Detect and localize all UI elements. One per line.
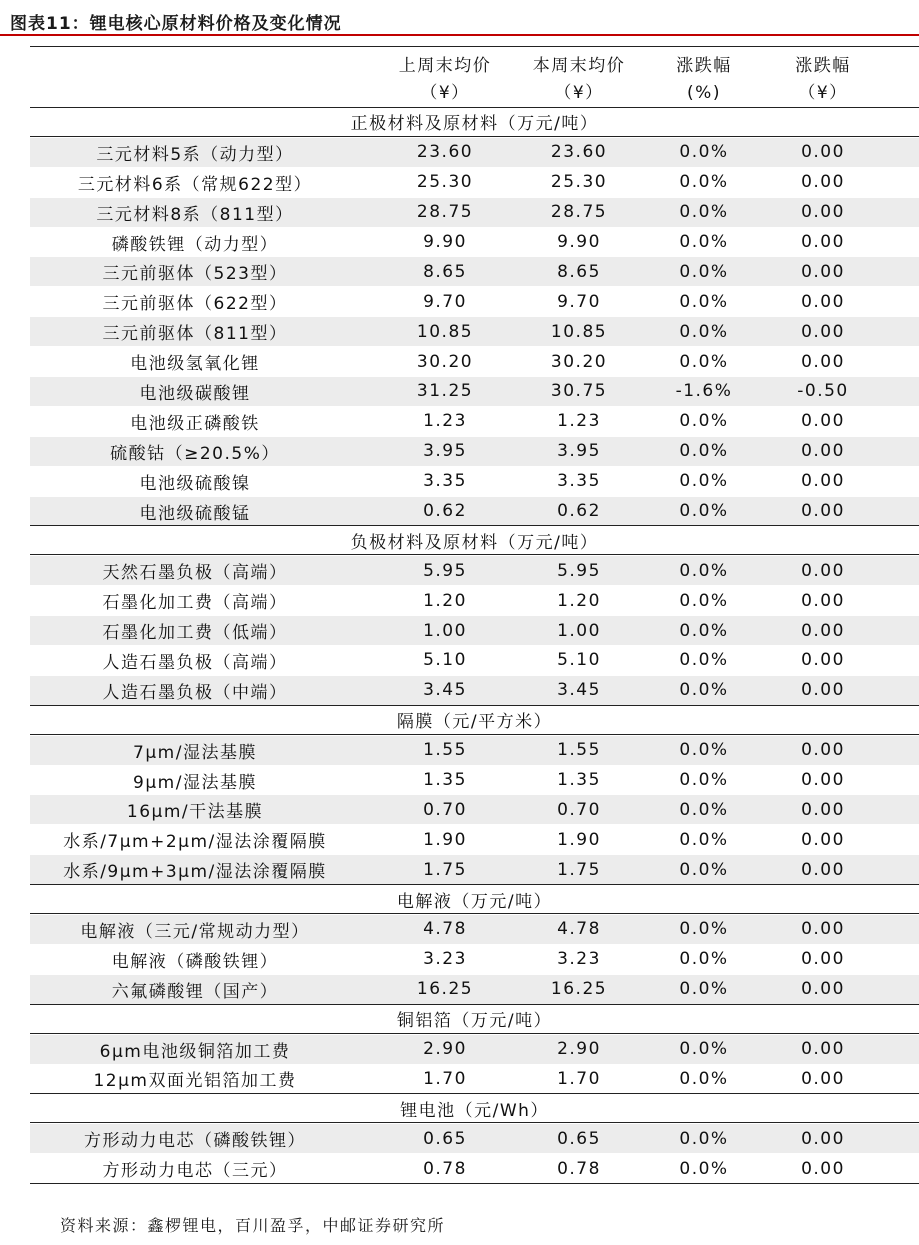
table-row	[30, 1123, 919, 1153]
change-percent: 0.0%	[679, 471, 729, 492]
change-amount: 0.00	[801, 411, 845, 432]
last-week-price: 0.78	[423, 1158, 467, 1179]
this-week-price: 1.20	[557, 590, 601, 611]
this-week-price: 1.90	[557, 829, 601, 850]
item-name: 电池级氢氧化锂	[130, 354, 260, 375]
table-row	[30, 286, 919, 316]
change-amount: 0.00	[801, 202, 845, 223]
this-week-price: 16.25	[550, 979, 608, 1000]
table-row	[30, 256, 919, 286]
this-week-price: 5.10	[557, 650, 601, 671]
this-week-price: 10.85	[550, 321, 608, 342]
item-name: 电池级硫酸镍	[139, 473, 251, 494]
this-week-price: 8.65	[557, 261, 601, 282]
item-name: 三元前驱体（811型）	[102, 324, 288, 345]
item-name: 人造石墨负极（中端）	[102, 682, 288, 703]
table-row	[30, 765, 919, 795]
this-week-price: 30.75	[550, 381, 608, 402]
last-week-price: 0.65	[423, 1128, 467, 1149]
item-name: 9μm/湿法基膜	[133, 772, 257, 793]
change-amount: 0.00	[801, 770, 845, 791]
header-change-abs: 涨跌幅 （¥）	[795, 56, 851, 103]
item-name: 6μm电池级铜箔加工费	[99, 1041, 291, 1062]
this-week-price: 1.55	[557, 740, 601, 761]
change-percent: 0.0%	[679, 261, 729, 282]
change-percent: 0.0%	[679, 351, 729, 372]
this-week-price: 3.95	[557, 441, 601, 462]
change-percent: 0.0%	[679, 799, 729, 820]
item-name: 磷酸铁锂（动力型）	[111, 234, 279, 255]
change-amount: 0.00	[801, 321, 845, 342]
last-week-price: 28.75	[416, 202, 474, 223]
item-name: 人造石墨负极（高端）	[102, 652, 288, 673]
section-header: 正极材料及原材料（万元/吨）	[30, 107, 919, 137]
change-percent: 0.0%	[679, 501, 729, 522]
figure-title: 图表11：锂电核心原材料价格及变化情况	[10, 14, 342, 34]
item-name: 电池级正磷酸铁	[130, 413, 260, 434]
table-row	[30, 675, 919, 705]
this-week-price: 3.35	[557, 471, 601, 492]
table-header	[30, 47, 919, 107]
last-week-price: 10.85	[416, 321, 474, 342]
this-week-price: 0.70	[557, 799, 601, 820]
last-week-price: 3.23	[423, 949, 467, 970]
this-week-price: 1.35	[557, 770, 601, 791]
this-week-price: 0.78	[557, 1158, 601, 1179]
change-percent: 0.0%	[679, 859, 729, 880]
table-row	[30, 496, 919, 526]
last-week-price: 9.70	[423, 291, 467, 312]
change-amount: 0.00	[801, 441, 845, 462]
change-amount: 0.00	[801, 1158, 845, 1179]
table-row	[30, 555, 919, 585]
change-amount: 0.00	[801, 1068, 845, 1089]
change-percent: -1.6%	[675, 381, 733, 402]
this-week-price: 1.00	[557, 620, 601, 641]
last-week-price: 2.90	[423, 1039, 467, 1060]
change-amount: 0.00	[801, 620, 845, 641]
change-percent: 0.0%	[679, 740, 729, 761]
change-percent: 0.0%	[679, 560, 729, 581]
table-row	[30, 944, 919, 974]
table-row	[30, 346, 919, 376]
this-week-price: 3.45	[557, 680, 601, 701]
change-amount: 0.00	[801, 471, 845, 492]
item-name: 六氟磷酸锂（国产）	[111, 981, 279, 1002]
change-amount: 0.00	[801, 979, 845, 1000]
item-name: 电解液（三元/常规动力型）	[80, 921, 310, 942]
change-percent: 0.0%	[679, 291, 729, 312]
change-amount: 0.00	[801, 590, 845, 611]
last-week-price: 25.30	[416, 172, 474, 193]
section-header: 电解液（万元/吨）	[30, 884, 919, 914]
this-week-price: 5.95	[557, 560, 601, 581]
this-week-price: 1.75	[557, 859, 601, 880]
change-percent: 0.0%	[679, 919, 729, 940]
last-week-price: 30.20	[416, 351, 474, 372]
item-name: 三元材料5系（动力型）	[96, 144, 294, 165]
item-name: 方形动力电芯（三元）	[102, 1161, 288, 1182]
table-row	[30, 197, 919, 227]
change-percent: 0.0%	[679, 172, 729, 193]
item-name: 三元前驱体（622型）	[102, 294, 288, 315]
item-name: 16μm/干法基膜	[126, 802, 264, 823]
change-amount: -0.50	[797, 381, 849, 402]
section-header: 锂电池（元/Wh）	[30, 1093, 919, 1123]
change-amount: 0.00	[801, 232, 845, 252]
change-percent: 0.0%	[679, 1158, 729, 1179]
change-percent: 0.0%	[679, 829, 729, 850]
table-row	[30, 436, 919, 466]
change-percent: 0.0%	[679, 620, 729, 641]
change-percent: 0.0%	[679, 232, 729, 252]
change-amount: 0.00	[801, 291, 845, 312]
header-change-pct: 涨跌幅 (%)	[676, 56, 732, 103]
this-week-price: 4.78	[557, 919, 601, 940]
change-amount: 0.00	[801, 949, 845, 970]
change-percent: 0.0%	[679, 411, 729, 432]
item-name: 12μm双面光铝箔加工费	[93, 1071, 297, 1092]
change-amount: 0.00	[801, 829, 845, 850]
table-row	[30, 974, 919, 1004]
item-name: 方形动力电芯（磷酸铁锂）	[84, 1131, 306, 1152]
this-week-price: 30.20	[550, 351, 608, 372]
last-week-price: 1.23	[423, 411, 467, 432]
change-percent: 0.0%	[679, 979, 729, 1000]
item-name: 水系/7μm+2μm/湿法涂覆隔膜	[63, 832, 327, 853]
this-week-price: 2.90	[557, 1039, 601, 1060]
change-amount: 0.00	[801, 919, 845, 940]
change-amount: 0.00	[801, 501, 845, 522]
last-week-price: 31.25	[416, 381, 474, 402]
last-week-price: 3.35	[423, 471, 467, 492]
header-this-week-avg: 本周末均价 （¥）	[532, 56, 626, 103]
last-week-price: 1.90	[423, 829, 467, 850]
last-week-price: 1.70	[423, 1068, 467, 1089]
header-last-week-avg: 上周末均价 （¥）	[398, 56, 492, 103]
this-week-price: 1.70	[557, 1068, 601, 1089]
table-row	[30, 585, 919, 615]
change-amount: 0.00	[801, 799, 845, 820]
table-row	[30, 735, 919, 765]
this-week-price: 28.75	[550, 202, 608, 223]
change-percent: 0.0%	[679, 770, 729, 791]
table-row	[30, 824, 919, 854]
this-week-price: 9.90	[557, 232, 601, 252]
change-amount: 0.00	[801, 650, 845, 671]
last-week-price: 1.00	[423, 620, 467, 641]
change-amount: 0.00	[801, 560, 845, 581]
change-percent: 0.0%	[679, 1068, 729, 1089]
change-percent: 0.0%	[679, 680, 729, 701]
table-bottom-rule	[30, 1183, 919, 1184]
change-percent: 0.0%	[679, 949, 729, 970]
this-week-price: 23.60	[550, 142, 608, 163]
source-note: 资料来源：鑫椤锂电，百川盈孚，中邮证券研究所	[60, 1216, 446, 1235]
this-week-price: 25.30	[550, 172, 608, 193]
last-week-price: 23.60	[416, 142, 474, 163]
last-week-price: 5.95	[423, 560, 467, 581]
change-amount: 0.00	[801, 351, 845, 372]
change-percent: 0.0%	[679, 1039, 729, 1060]
item-name: 电解液（磷酸铁锂）	[111, 951, 279, 972]
table-row	[30, 406, 919, 436]
last-week-price: 3.95	[423, 441, 467, 462]
item-name: 电池级硫酸锰	[139, 503, 251, 524]
section-header: 负极材料及原材料（万元/吨）	[30, 525, 919, 555]
table-row	[30, 914, 919, 944]
last-week-price: 16.25	[416, 979, 474, 1000]
this-week-price: 0.65	[557, 1128, 601, 1149]
item-name: 硫酸钴（≥20.5%）	[110, 443, 280, 464]
change-percent: 0.0%	[679, 441, 729, 462]
table-row	[30, 227, 919, 257]
change-amount: 0.00	[801, 740, 845, 761]
change-percent: 0.0%	[679, 1128, 729, 1149]
last-week-price: 5.10	[423, 650, 467, 671]
item-name: 石墨化加工费（低端）	[102, 623, 288, 644]
change-amount: 0.00	[801, 172, 845, 193]
last-week-price: 3.45	[423, 680, 467, 701]
table-row	[30, 1034, 919, 1064]
item-name: 石墨化加工费（高端）	[102, 593, 288, 614]
change-amount: 0.00	[801, 1039, 845, 1060]
section-header: 隔膜（元/平方米）	[30, 705, 919, 735]
change-amount: 0.00	[801, 680, 845, 701]
table-row	[30, 137, 919, 167]
section-header: 铜铝箔（万元/吨）	[30, 1004, 919, 1034]
item-name: 电池级碳酸锂	[139, 383, 251, 404]
item-name: 三元材料8系（811型）	[96, 204, 294, 225]
last-week-price: 4.78	[423, 919, 467, 940]
last-week-price: 1.55	[423, 740, 467, 761]
last-week-price: 0.62	[423, 501, 467, 522]
table-row	[30, 794, 919, 824]
change-amount: 0.00	[801, 1128, 845, 1149]
change-percent: 0.0%	[679, 202, 729, 223]
table-row	[30, 466, 919, 496]
change-percent: 0.0%	[679, 590, 729, 611]
last-week-price: 0.70	[423, 799, 467, 820]
table-row	[30, 376, 919, 406]
table-row	[30, 1153, 919, 1183]
table-row	[30, 645, 919, 675]
item-name: 7μm/湿法基膜	[133, 742, 257, 763]
last-week-price: 1.75	[423, 859, 467, 880]
last-week-price: 1.20	[423, 590, 467, 611]
this-week-price: 1.23	[557, 411, 601, 432]
change-percent: 0.0%	[679, 321, 729, 342]
table-row	[30, 167, 919, 197]
item-name: 三元前驱体（523型）	[102, 264, 288, 285]
table-row	[30, 1064, 919, 1094]
table-body	[30, 107, 919, 1183]
item-name: 天然石墨负极（高端）	[102, 563, 288, 584]
item-name: 水系/9μm+3μm/湿法涂覆隔膜	[63, 862, 327, 883]
this-week-price: 3.23	[557, 949, 601, 970]
item-name: 三元材料6系（常规622型）	[77, 174, 313, 195]
figure-title-bar	[0, 0, 919, 36]
change-amount: 0.00	[801, 142, 845, 163]
change-amount: 0.00	[801, 859, 845, 880]
table-row	[30, 854, 919, 884]
last-week-price: 1.35	[423, 770, 467, 791]
last-week-price: 8.65	[423, 261, 467, 282]
this-week-price: 9.70	[557, 291, 601, 312]
table-row	[30, 316, 919, 346]
last-week-price: 9.90	[423, 232, 467, 252]
table-row	[30, 615, 919, 645]
change-percent: 0.0%	[679, 650, 729, 671]
title-divider	[0, 34, 919, 36]
change-percent: 0.0%	[679, 142, 729, 163]
change-amount: 0.00	[801, 261, 845, 282]
this-week-price: 0.62	[557, 501, 601, 522]
price-table	[30, 46, 919, 1184]
